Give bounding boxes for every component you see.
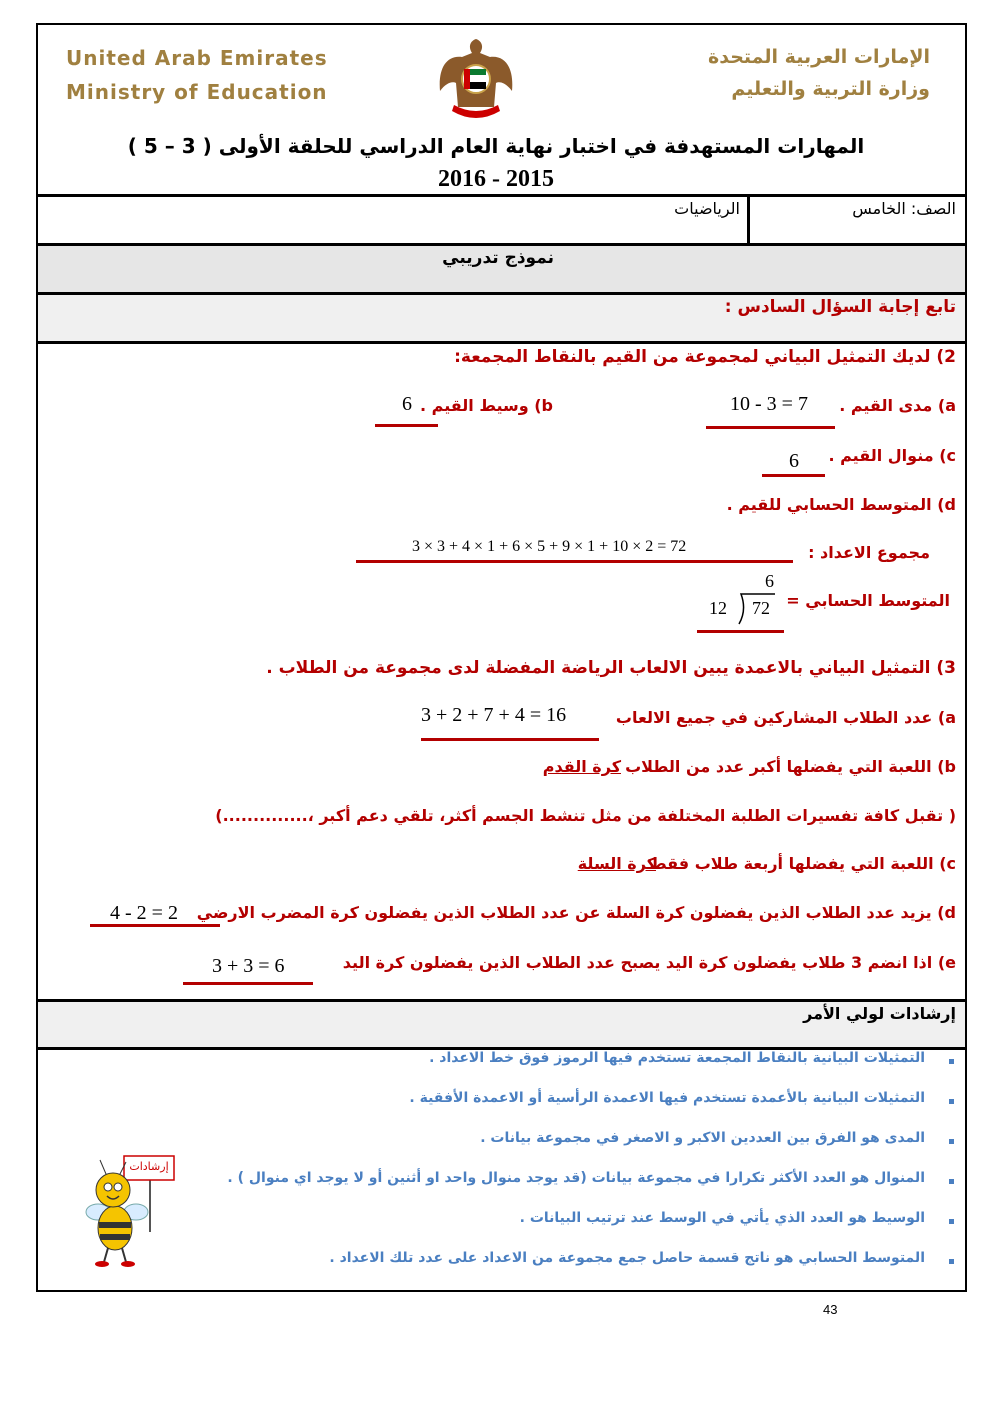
bullet-icon	[949, 1259, 954, 1264]
page-title: المهارات المستهدفة في اختبار نهاية العام الدراسي للحلقة الأولى ( 3 – 5 )	[127, 134, 865, 158]
divider	[36, 341, 967, 344]
model-label: نموذج تدريبي	[442, 248, 554, 268]
sum-label: مجموع الاعداد :	[808, 543, 930, 562]
q2a-answer: 10 - 3 = 7	[730, 393, 808, 415]
guidance-item: المتوسط الحسابي هو ناتج قسمة حاصل جمع مجموعة من الاعداد على عدد تلك الاعداد .	[329, 1250, 925, 1266]
grade-label: الصف: الخامس	[852, 199, 956, 218]
q2c-answer: 6	[789, 450, 799, 472]
q3a-answer: 3 + 2 + 7 + 4 = 16	[421, 704, 567, 726]
q2-prompt: 2) لديك التمثيل البياني لمجموعة من القيم بالنقاط المجمعة:	[454, 347, 956, 367]
bullet-icon	[949, 1099, 954, 1104]
q2c-label: c) منوال القيم .	[828, 446, 956, 465]
guidance-item: المنوال هو العدد الأكثر تكرارا في مجموعة بيانات (قد يوجد منوال واحد او أثنين أو لا يوجد اي منوال ) .	[227, 1170, 925, 1186]
guidance-title: إرشادات لولي الأمر	[803, 1004, 956, 1023]
answer-underline	[90, 924, 220, 927]
divider	[747, 195, 750, 243]
answer-underline	[697, 630, 784, 633]
sum-answer: 3 × 3 + 4 × 1 + 6 × 5 + 9 × 1 + 10 × 2 = 72	[412, 538, 687, 555]
page-number: 43	[823, 1302, 838, 1317]
q2b-label: b) وسيط القيم .	[420, 396, 553, 415]
dividend: 72	[752, 598, 770, 618]
divider	[36, 194, 967, 197]
mean-label: المتوسط الحسابي =	[786, 591, 950, 610]
answer-underline	[762, 474, 825, 477]
logo-ar-line2: وزارة التربية والتعليم	[731, 78, 930, 100]
q3b-label: b) اللعبة التي يفضلها أكبر عدد من الطلاب	[625, 757, 956, 776]
bullet-icon	[949, 1179, 954, 1184]
q3b-answer: كرة القدم	[542, 757, 621, 776]
guidance-item: التمثيلات البيانية بالأعمدة تستخدم فيها الاعمدة الرأسية أو الاعمدة الأفقية .	[409, 1090, 925, 1106]
bullet-icon	[949, 1139, 954, 1144]
answer-underline	[421, 738, 599, 741]
subject-label: الرياضيات	[674, 199, 740, 218]
q3d-label: d) يزيد عدد الطلاب الذين يفضلون كرة السلة عن عدد الطلاب الذين يفضلون كرة المضرب الارضي	[196, 903, 956, 922]
answer-underline	[375, 424, 438, 427]
divider	[36, 292, 967, 295]
continue-label: تابع إجابة السؤال السادس :	[724, 297, 956, 317]
q2b-answer: 6	[402, 393, 412, 415]
divisor: 12	[709, 598, 727, 618]
q3-note: ( تقبل كافة تفسيرات الطلبة المختلفة من مثل تنشط الجسم أكثر، تلقي دعم أكبر ،..............)	[215, 806, 956, 825]
q3-prompt: 3) التمثيل البياني بالاعمدة يبين الالعاب الرياضة المفضلة لدى مجموعة من الطلاب .	[266, 658, 956, 678]
mascot-sign-text: إرشادات	[129, 1160, 169, 1173]
logo-en-line1: United Arab Emirates	[66, 46, 328, 70]
q3a-label: a) عدد الطلاب المشاركين في جميع الالعاب	[615, 708, 956, 727]
q3e-answer: 3 + 3 = 6	[212, 955, 285, 977]
answer-underline	[183, 982, 313, 985]
school-year: 2016 - 2015	[438, 166, 554, 192]
guidance-item: التمثيلات البيانية بالنقاط المجمعة تستخدم فيها الرموز فوق خط الاعداد .	[429, 1050, 925, 1066]
quotient: 6	[765, 571, 774, 591]
guidance-item: المدى هو الفرق بين العددين الاكبر و الاصغر في مجموعة بيانات .	[480, 1130, 925, 1146]
q3e-label: e) اذا انضم 3 طلاب يفضلون كرة اليد يصبح عدد الطلاب الذين يفضلون كرة اليد	[342, 953, 956, 972]
q3d-answer: 4 - 2 = 2	[110, 902, 178, 924]
logo-ar-line1: الإمارات العربية المتحدة	[708, 46, 930, 68]
guidance-item: الوسيط هو العدد الذي يأتي في الوسط عند ترتيب البيانات .	[519, 1210, 925, 1226]
answer-underline	[356, 560, 793, 563]
answer-underline	[706, 426, 835, 429]
q2a-label: a) مدى القيم .	[839, 396, 956, 415]
q2d-label: d) المتوسط الحسابي للقيم .	[726, 495, 956, 514]
divider	[36, 999, 967, 1002]
bullet-icon	[949, 1059, 954, 1064]
q3c-label: c) اللعبة التي يفضلها أربعة طلاب فقط	[650, 854, 956, 873]
divider	[36, 243, 967, 246]
q3c-answer: كرة السلة	[577, 854, 656, 873]
uae-emblem-icon	[432, 35, 520, 123]
logo-en-line2: Ministry of Education	[66, 80, 328, 104]
bullet-icon	[949, 1219, 954, 1224]
